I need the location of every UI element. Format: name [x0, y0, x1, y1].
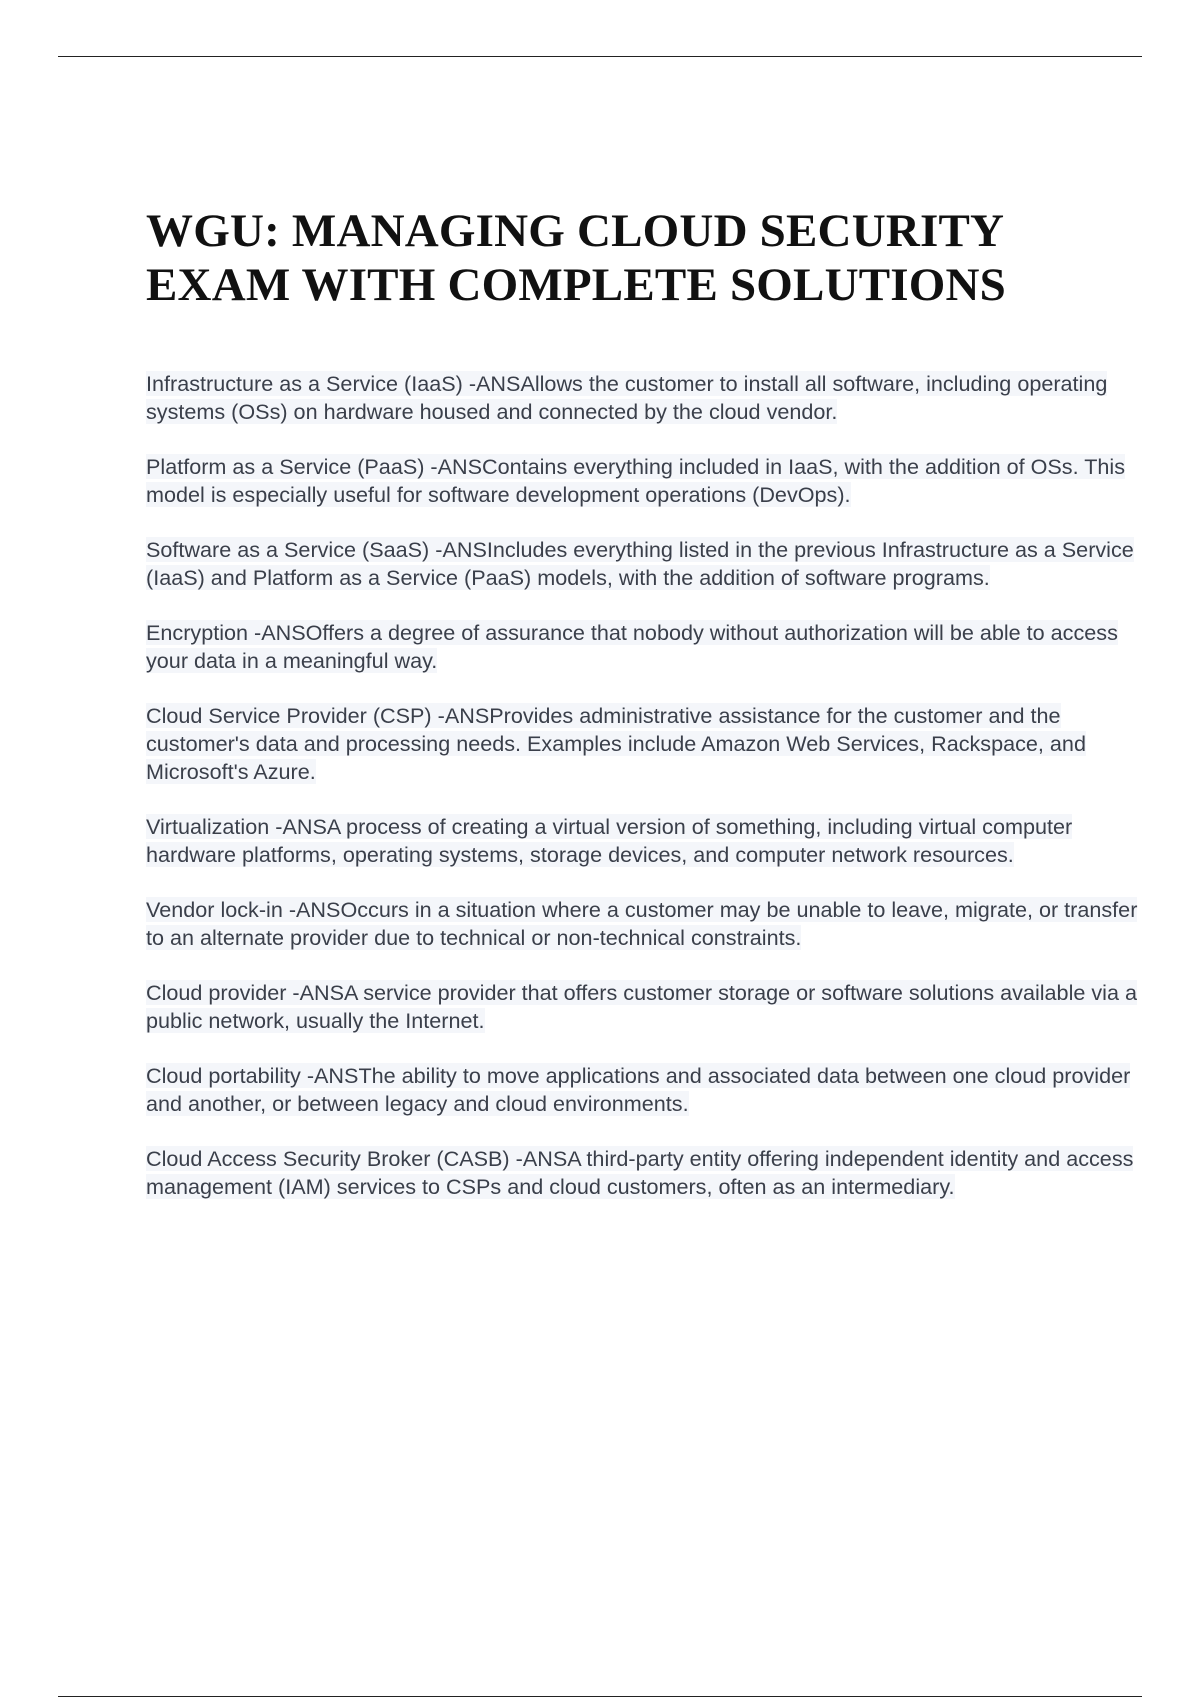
top-rule: [58, 56, 1142, 57]
entry-answer: Includes everything listed in the previous Infrastructure as a Service (IaaS) and Platform as a Service (PaaS) models, with the addition of software programs.: [146, 537, 1134, 590]
entry-term: Cloud Access Security Broker (CASB): [146, 1146, 510, 1171]
qa-entry: [146, 896, 1146, 952]
entry-answer: A third-party entity offering independent identity and access management (IAM) services to CSPs and cloud customers, often as an intermediary.: [146, 1146, 1134, 1199]
qa-entry: [146, 453, 1146, 509]
qa-entry: [146, 370, 1146, 426]
title-line-2: EXAM WITH COMPLETE SOLUTIONS: [146, 259, 1007, 311]
entry-answer: The ability to move applications and associated data between one cloud provider and another, or between legacy and cloud environments.: [146, 1063, 1131, 1116]
entry-separator: -ANS: [269, 814, 327, 839]
document-body: [146, 204, 1146, 1228]
bottom-rule: [58, 1696, 1142, 1697]
entry-separator: -ANS: [509, 1146, 568, 1171]
title-line-1: WGU: MANAGING CLOUD SECURITY: [146, 205, 1005, 257]
entry-term: Software as a Service (SaaS): [146, 537, 430, 562]
entry-separator: -ANS: [462, 371, 521, 396]
entry-separator: -ANS: [300, 1063, 359, 1088]
qa-entries: [146, 370, 1146, 1201]
qa-entry: [146, 979, 1146, 1035]
entry-answer: Occurs in a situation where a customer may be unable to leave, migrate, or transfer to an alternate provider due to technical or non-technical constraints.: [146, 897, 1138, 950]
document-title: [146, 204, 1146, 312]
entry-term: Platform as a Service (PaaS): [146, 454, 425, 479]
entry-answer: Allows the customer to install all software, including operating systems (OSs) on hardware housed and connected by the cloud vendor.: [146, 371, 1108, 424]
entry-separator: -ANS: [431, 703, 490, 728]
qa-entry: [146, 1145, 1146, 1201]
entry-term: Virtualization: [146, 814, 270, 839]
qa-entry: [146, 536, 1146, 592]
entry-answer: Contains everything included in IaaS, with the addition of OSs. This model is especially useful for software development operations (DevOps).: [146, 454, 1125, 507]
entry-answer: Provides administrative assistance for the customer and the customer's data and processing needs. Examples include Amazon Web Services, Rackspace, and Microsoft's Azure.: [146, 703, 1086, 784]
entry-term: Encryption: [146, 620, 249, 645]
qa-entry: [146, 813, 1146, 869]
entry-separator: -ANS: [286, 980, 345, 1005]
entry-term: Cloud Service Provider (CSP): [146, 703, 432, 728]
qa-entry: [146, 702, 1146, 786]
entry-separator: -ANS: [429, 537, 487, 562]
entry-separator: -ANS: [282, 897, 341, 922]
entry-answer: A process of creating a virtual version of something, including virtual computer hardware platforms, operating systems, storage devices, and computer network resources.: [146, 814, 1073, 867]
entry-term: Cloud provider: [146, 980, 287, 1005]
entry-answer: A service provider that offers customer storage or software solutions available via a public network, usually the Internet.: [146, 980, 1137, 1033]
entry-separator: -ANS: [248, 620, 306, 645]
qa-entry: [146, 1062, 1146, 1118]
entry-separator: -ANS: [424, 454, 483, 479]
entry-term: Vendor lock-in: [146, 897, 283, 922]
entry-term: Cloud portability: [146, 1063, 301, 1088]
qa-entry: [146, 619, 1146, 675]
entry-term: Infrastructure as a Service (IaaS): [146, 371, 463, 396]
entry-answer: Offers a degree of assurance that nobody without authorization will be able to access your data in a meaningful way.: [146, 620, 1118, 673]
